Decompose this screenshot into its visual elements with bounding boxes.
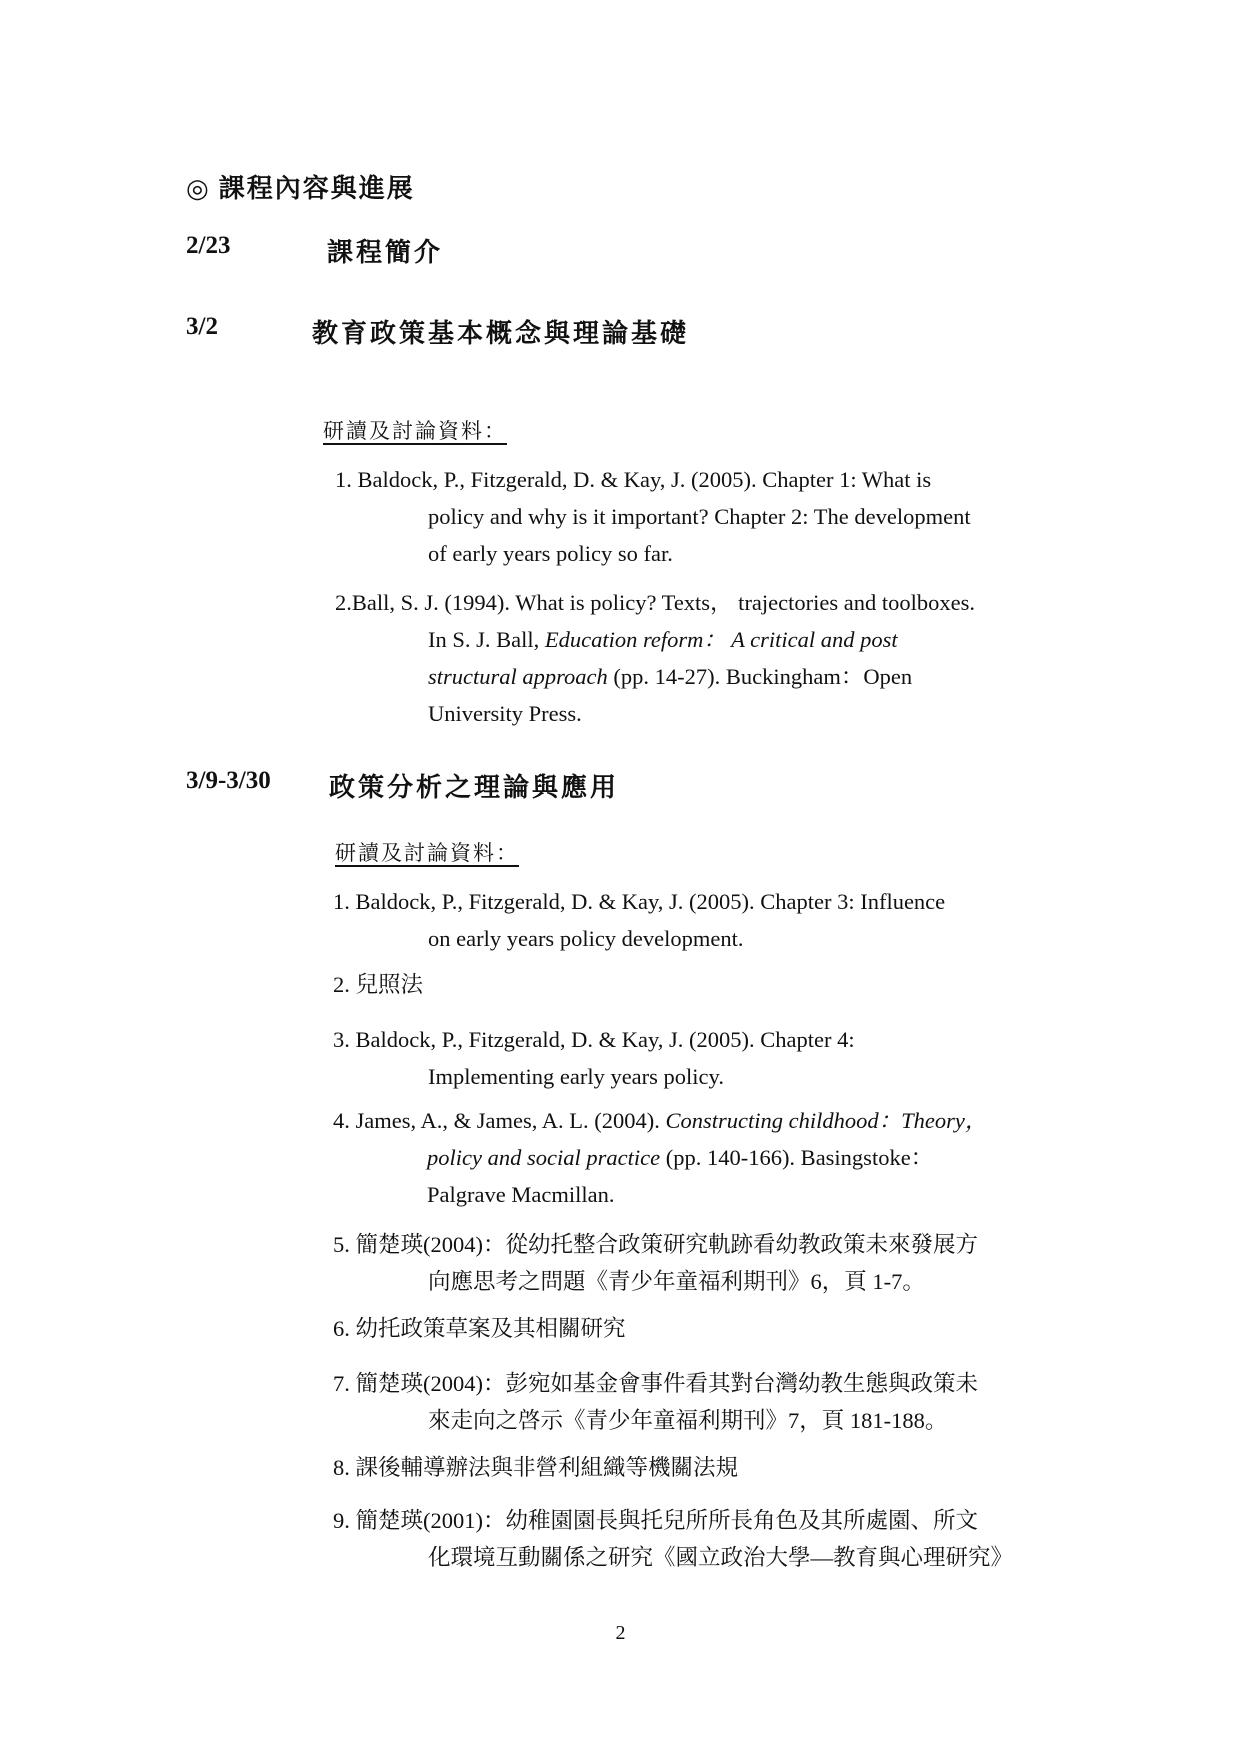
section-title: 教育政策基本概念與理論基礎: [312, 319, 690, 348]
reference-item: 6. 幼托政策草案及其相關研究: [333, 1316, 626, 1341]
reference-item: 2.Ball, S. J. (1994). What is policy? Texts， trajectories and toolboxes. In S. J. Ball, Education reform： A critical and post structural approach (pp. 14-27). Buckingham：Open University Press.: [335, 590, 975, 726]
section-title: 政策分析之理論與應用: [329, 773, 620, 802]
reference-item: 5. 簡楚瑛(2004)：從幼托整合政策研究軌跡看幼教政策未來發展方 向應思考之問題《青少年童福利期刊》6，頁 1-7。: [333, 1232, 978, 1294]
reference-item: 4. James, A., & James, A. L. (2004). Constructing childhood：Theory， policy and social practice (pp. 140-166). Basingstoke： Palgrave Macmillan.: [333, 1108, 988, 1207]
reference-item: 3. Baldock, P., Fitzgerald, D. & Kay, J. (2005). Chapter 4: Implementing early years policy.: [333, 1027, 855, 1089]
reference-item: 7. 簡楚瑛(2004)：彭宛如基金會事件看其對台灣幼教生態與政策未 來走向之啓示《青少年童福利期刊》7，頁 181-188。: [333, 1371, 978, 1433]
reference-item: 9. 簡楚瑛(2001)：幼稚園園長與托兒所所長角色及其所處園、所文 化環境互動關係之研究《國立政治大學—教育與心理研究》: [333, 1508, 1014, 1570]
reference-item: 2. 兒照法: [333, 972, 424, 997]
section-date: 2/23: [186, 232, 231, 259]
reference-item: 1. Baldock, P., Fitzgerald, D. & Kay, J. (2005). Chapter 3: Influence on early years policy development.: [333, 889, 946, 951]
reference-item: 1. Baldock, P., Fitzgerald, D. & Kay, J. (2005). Chapter 1: What is policy and why is it important? Chapter 2: The development of early years policy so far.: [335, 467, 971, 566]
section-title: 課程簡介: [327, 238, 444, 267]
reading-label: 研讀及討論資料：: [335, 841, 519, 865]
double-circle-icon: ◎: [186, 174, 211, 203]
reading-label: 研讀及討論資料：: [323, 419, 507, 443]
page-number: 2: [615, 1622, 626, 1644]
section-date: 3/2: [186, 313, 218, 340]
heading-title: 課程內容與進展: [218, 174, 415, 203]
reference-item: 8. 課後輔導辦法與非營利組織等機關法規: [333, 1455, 739, 1480]
section-heading: [186, 168, 415, 205]
section-date: 3/9-3/30: [186, 767, 271, 794]
